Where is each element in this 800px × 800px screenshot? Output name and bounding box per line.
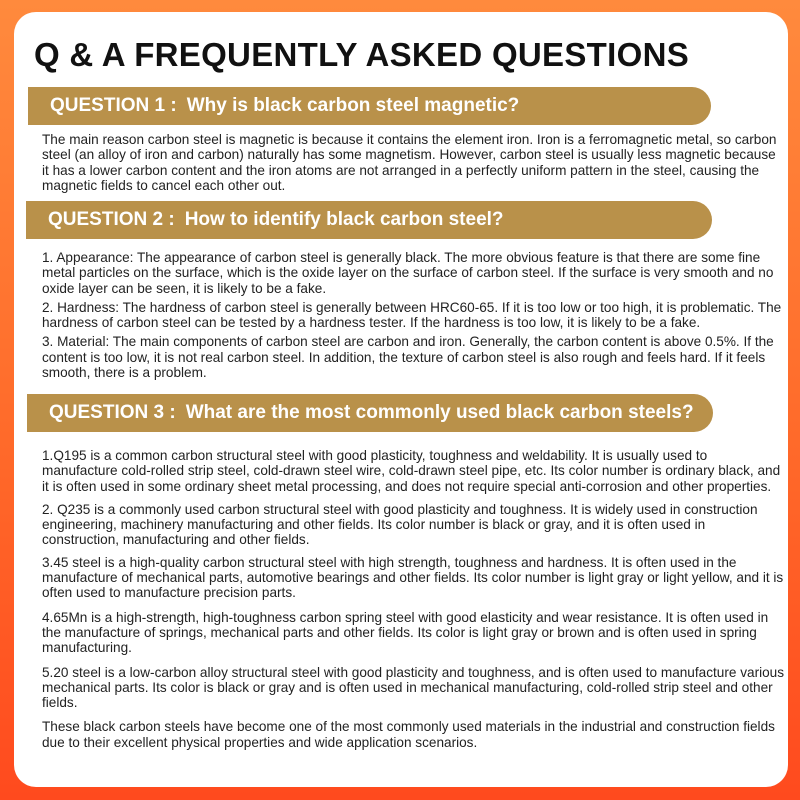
question-3-number: QUESTION 3 :	[49, 402, 176, 423]
answer-3-paragraph-4: 4.65Mn is a high-strength, high-toughness carbon spring steel with good elasticity and wear resistance. It is often used in the manufacture of springs, mechanical parts and other fields. Its color is light gray or brown and is often used in spring manufacturing.	[42, 609, 769, 656]
answer-3-paragraph-6: These black carbon steels have become one of the most commonly used materials in the industrial and construction fields due to their excellent physical properties and wide application scenarios.	[42, 719, 775, 750]
question-1-number: QUESTION 1 :	[50, 95, 177, 116]
answer-1	[42, 132, 786, 193]
question-3-text: What are the most commonly used black carbon steels?	[185, 402, 694, 423]
answer-3-paragraph-1: 1.Q195 is a common carbon structural steel with good plasticity, toughness and weldability. It is usually used to manufacture cold-rolled strip steel, cold-drawn steel wire, cold-drawn steel pipe, etc. Its color number is ordinary black, and it is often used in some ordinary sheet metal processing, and does not require special anti-corrosion and other properties.	[42, 448, 781, 494]
answer-3-paragraph-3: 3.45 steel is a high-quality carbon structural steel with high strength, toughness and hardness. It is often used in the manufacture of mechanical parts, automotive bearings and other fields. Its color number is light gray or light yellow, and it is often used to manufacture precision parts.	[42, 554, 784, 601]
question-1-header	[28, 87, 711, 125]
answer-2-paragraph-1: 1. Appearance: The appearance of carbon steel is generally black. The more obvious feature is that there are some fine metal particles on the surface, which is the oxide layer on the surface of carbon steel. If the surface is very smooth and no oxide layer can be seen, it is likely to be a fake.	[42, 250, 774, 296]
question-2-number: QUESTION 2 :	[48, 209, 175, 230]
answer-2-paragraph-3: 3. Material: The main components of carbon steel are carbon and iron. Generally, the carbon content is above 0.5%. If the content is too low, it is not real carbon steel. In addition, the texture of carbon steel is also rough and feels hard. If it feels smooth, there is a problem.	[42, 334, 774, 381]
answer-2	[42, 250, 786, 380]
question-2-header	[26, 201, 712, 239]
page-title: Q & A FREQUENTLY ASKED QUESTIONS	[34, 36, 690, 73]
question-1-text: Why is black carbon steel magnetic?	[186, 95, 520, 116]
faq-card	[14, 12, 788, 787]
answer-2-paragraph-2: 2. Hardness: The hardness of carbon steel is generally between HRC60-65. If it is too low or too high, it is problematic. The hardness of carbon steel can be tested by a hardness tester. If the hardness is too low, it is likely to be a fake.	[42, 299, 782, 331]
question-2-text: How to identify black carbon steel?	[184, 209, 504, 230]
question-3-header	[27, 394, 713, 432]
answer-3	[42, 448, 786, 750]
answer-3-paragraph-2: 2. Q235 is a commonly used carbon structural steel with good plasticity and toughness. It is widely used in construction engineering, machinery manufacturing and other fields. Its color number is black or gray, and it is often used in construction, manufacturing and other fields.	[42, 501, 758, 548]
answer-1-paragraph-1: The main reason carbon steel is magnetic is because it contains the element iron. Iron is a ferromagnetic metal, so carbon steel (an alloy of iron and carbon) naturally has some magnetism. However, carbon steel is usually less magnetic because it has a lower carbon content and the iron atoms are not arranged in a perfectly uniform pattern in the steel, causing the magnetic fields to cancel each other out.	[42, 132, 777, 193]
answer-3-paragraph-5: 5.20 steel is a low-carbon alloy structural steel with good plasticity and toughness, and is often used to manufacture various mechanical parts. Its color is black or gray and is often used in mechanical manufacturing, cold-rolled strip steel and other fields.	[42, 664, 785, 711]
